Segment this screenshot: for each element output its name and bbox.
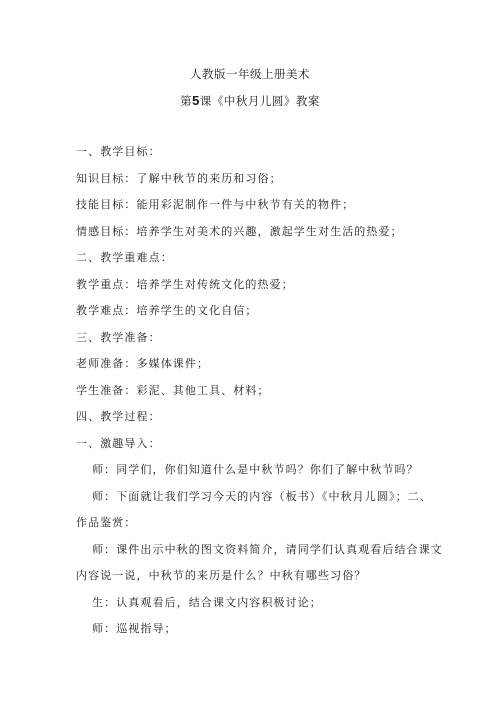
paragraph-teacher-courseware: 师：课件出示中秋的图文资料简介，请同学们认真观看后结合课文 xyxy=(92,543,443,556)
section-heading-preparation: 三、教学准备： xyxy=(76,331,161,344)
subheading-introduction: 一、激趣导入： xyxy=(76,437,161,450)
lesson-title xyxy=(0,93,500,109)
section-heading-key-points: 二、教学重难点： xyxy=(76,251,173,264)
document-title: 人教版一年级上册美术 xyxy=(190,67,310,81)
paragraph-teacher-board: 师：下面就让我们学习今天的内容（板书）《中秋月儿圆》；二、 xyxy=(92,490,432,503)
paragraph-teacher-question: 师：同学们，你们知道什么是中秋节吗？你们了解中秋节吗？ xyxy=(92,463,419,476)
lesson-number: 5 xyxy=(192,93,200,108)
paragraph-knowledge-objective: 知识目标：了解中秋节的来历和习俗； xyxy=(76,172,282,185)
section-heading-process: 四、教学过程： xyxy=(76,410,161,423)
lesson-title-suffix: 课《中秋月儿圆》教案 xyxy=(199,94,320,108)
lesson-title-prefix: 第 xyxy=(180,94,193,108)
paragraph-student-prep: 学生准备：彩泥、其他工具、材料； xyxy=(76,384,270,397)
paragraph-teacher-courseware-cont: 内容说一说，中秋节的来历是什么？中秋有哪些习俗？ xyxy=(76,569,367,582)
paragraph-student-discussion: 生：认真观看后，结合课文内容积极讨论； xyxy=(92,596,322,609)
paragraph-emotion-objective: 情感目标：培养学生对美术的兴趣，激起学生对生活的热爱； xyxy=(76,225,403,238)
section-heading-objectives: 一、教学目标： xyxy=(76,145,161,158)
paragraph-teacher-board-cont: 作品鉴赏： xyxy=(76,516,137,529)
paragraph-teaching-difficulty: 教学难点：培养学生的文化自信； xyxy=(76,304,258,317)
paragraph-skill-objective: 技能目标：能用彩泥制作一件与中秋节有关的物件； xyxy=(76,198,355,211)
paragraph-teacher-guidance: 师：巡视指导； xyxy=(92,622,177,635)
paragraph-teacher-prep: 老师准备：多媒体课件； xyxy=(76,357,210,370)
paragraph-teaching-focus: 教学重点：培养学生对传统文化的热爱； xyxy=(76,278,294,291)
